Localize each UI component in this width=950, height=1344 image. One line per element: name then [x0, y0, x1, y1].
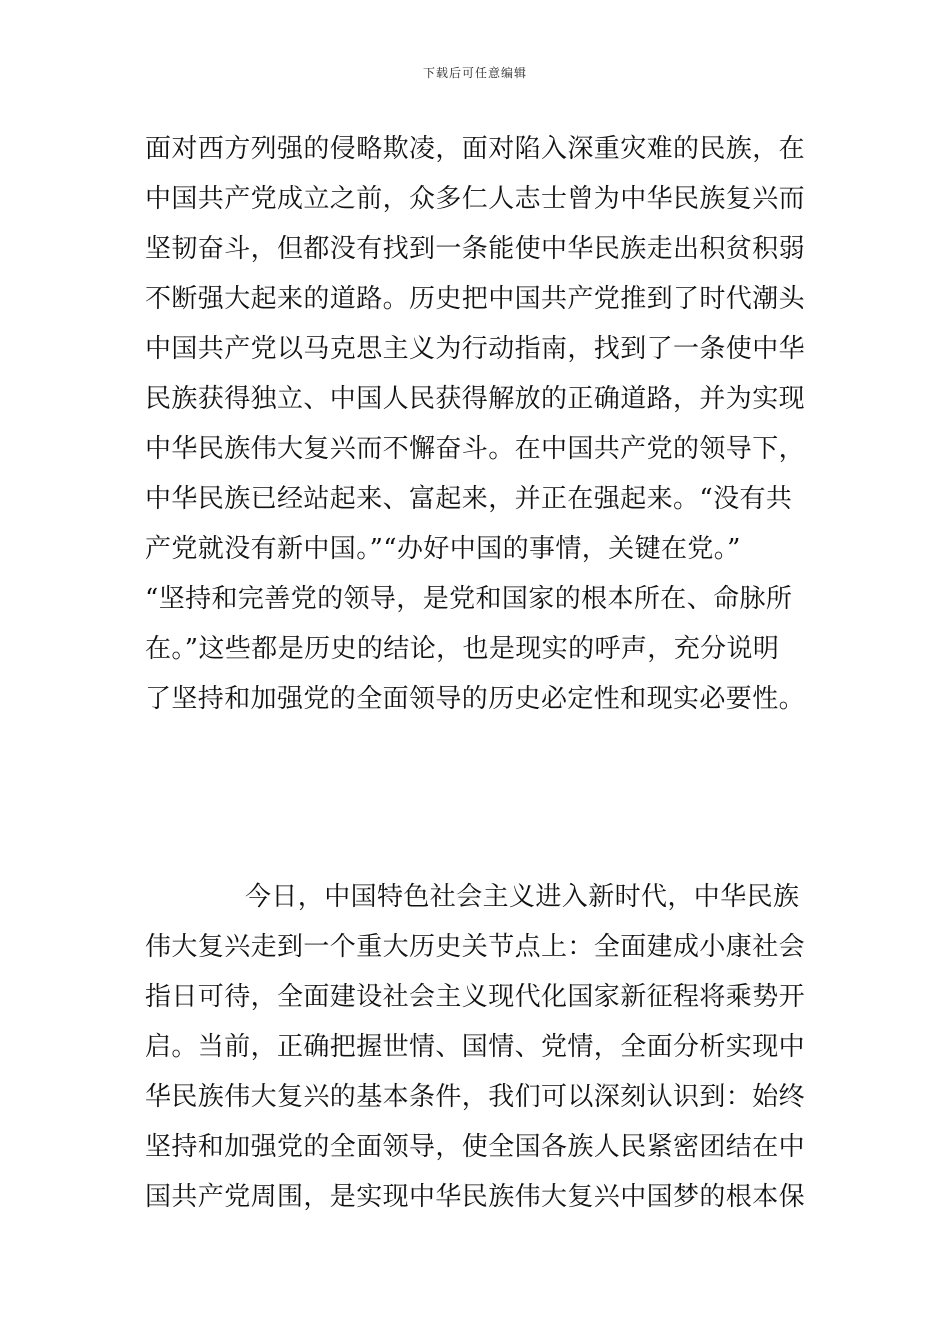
paragraph-1 — [145, 124, 815, 724]
text-line: 坚韧奋斗，但都没有找到一条能使中华民族走出积贫积弱 — [145, 234, 806, 264]
text-line: 民族获得独立、中国人民获得解放的正确道路，并为实现 — [145, 384, 806, 414]
text-line: 启。当前，正确把握世情、国情、党情，全面分析实现中 — [145, 1032, 806, 1062]
text-line: 华民族伟大复兴的基本条件，我们可以深刻认识到：始终 — [145, 1082, 806, 1112]
text-line: 中华民族伟大复兴而不懈奋斗。在中国共产党的领导下， — [145, 434, 806, 464]
text-line: “坚持和完善党的领导，是党和国家的根本所在、命脉所 — [145, 584, 793, 614]
text-line: 产党就没有新中国。”“办好中国的事情，关键在党。” — [145, 534, 741, 564]
text-line: 指日可待，全面建设社会主义现代化国家新征程将乘势开 — [145, 982, 806, 1012]
text-line: 今日，中国特色社会主义进入新时代，中华民族 — [245, 882, 800, 912]
text-line: 中华民族已经站起来、富起来，并正在强起来。“没有共 — [145, 484, 793, 514]
paragraph-2 — [145, 872, 815, 1222]
text-line: 中国共产党以马克思主义为行动指南，找到了一条使中华 — [145, 334, 806, 364]
text-line: 坚持和加强党的全面领导，使全国各族人民紧密团结在中 — [145, 1132, 806, 1162]
text-line: 伟大复兴走到一个重大历史关节点上：全面建成小康社会 — [145, 932, 806, 962]
text-line: 中国共产党成立之前，众多仁人志士曾为中华民族复兴而 — [145, 184, 806, 214]
text-line: 不断强大起来的道路。历史把中国共产党推到了时代潮头 — [145, 284, 806, 314]
text-line: 面对西方列强的侵略欺凌，面对陷入深重灾难的民族，在 — [145, 134, 806, 164]
header-note: 下载后可任意编辑 — [422, 66, 527, 80]
text-line: 了坚持和加强党的全面领导的历史必定性和现实必要性。 — [145, 684, 806, 714]
text-line: 国共产党周围，是实现中华民族伟大复兴中国梦的根本保 — [145, 1182, 806, 1212]
text-line: 在。”这些都是历史的结论，也是现实的呼声，充分说明 — [145, 634, 780, 664]
